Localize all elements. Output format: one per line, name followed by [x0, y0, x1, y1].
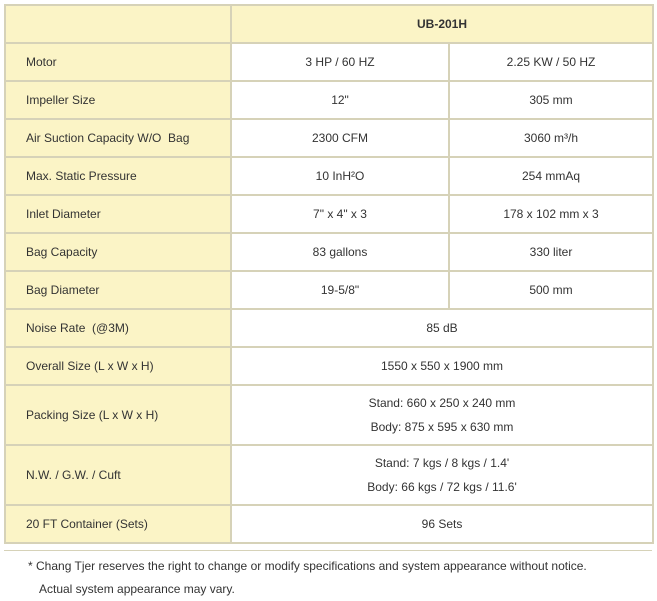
value-merged: 96 Sets [232, 506, 652, 542]
row-label: Packing Size (L x W x H) [6, 386, 230, 444]
value-metric: 330 liter [450, 234, 652, 270]
value-imperial: 12" [232, 82, 448, 118]
row-label: Bag Capacity [6, 234, 230, 270]
value-multiline [232, 446, 652, 504]
row-label: Motor [6, 44, 230, 80]
value-line: Stand: 7 kgs / 8 kgs / 1.4' [374, 456, 510, 470]
table-row [6, 310, 652, 346]
table-row [6, 234, 652, 270]
table-row [6, 82, 652, 118]
footnote [28, 555, 587, 601]
spec-table [4, 4, 654, 544]
table-header-row [6, 6, 652, 42]
model-header: UB-201H [232, 6, 652, 42]
table-row [6, 158, 652, 194]
row-label: Overall Size (L x W x H) [6, 348, 230, 384]
value-multiline [232, 386, 652, 444]
row-label: 20 FT Container (Sets) [6, 506, 230, 542]
value-imperial: 2300 CFM [232, 120, 448, 156]
footnote-line: Actual system appearance may vary. [39, 582, 235, 596]
row-label: Inlet Diameter [6, 196, 230, 232]
value-metric: 500 mm [450, 272, 652, 308]
table-row [6, 120, 652, 156]
value-metric: 305 mm [450, 82, 652, 118]
table-row [6, 506, 652, 542]
row-label: Air Suction Capacity W/O Bag [6, 120, 230, 156]
value-imperial: 83 gallons [232, 234, 448, 270]
table-row [6, 348, 652, 384]
table-row [6, 196, 652, 232]
value-imperial: 7" x 4" x 3 [232, 196, 448, 232]
table-row [6, 386, 652, 444]
value-metric: 2.25 KW / 50 HZ [450, 44, 652, 80]
value-line: Body: 66 kgs / 72 kgs / 11.6' [367, 480, 517, 494]
value-metric: 3060 m³/h [450, 120, 652, 156]
row-label: Bag Diameter [6, 272, 230, 308]
value-merged: 1550 x 550 x 1900 mm [232, 348, 652, 384]
table-row [6, 272, 652, 308]
footnote-divider [4, 550, 652, 551]
row-label: Impeller Size [6, 82, 230, 118]
footnote-line: * Chang Tjer reserves the right to change or modify specifications and system appearance without notice. [28, 559, 587, 573]
table-row [6, 446, 652, 504]
row-label: Noise Rate (@3M) [6, 310, 230, 346]
value-imperial: 10 InH²O [232, 158, 448, 194]
row-label: Max. Static Pressure [6, 158, 230, 194]
value-line: Body: 875 x 595 x 630 mm [370, 420, 514, 434]
value-metric: 178 x 102 mm x 3 [450, 196, 652, 232]
table-row [6, 44, 652, 80]
value-imperial: 3 HP / 60 HZ [232, 44, 448, 80]
header-corner-cell [6, 6, 230, 42]
value-merged: 85 dB [232, 310, 652, 346]
value-line: Stand: 660 x 250 x 240 mm [368, 396, 516, 410]
value-metric: 254 mmAq [450, 158, 652, 194]
row-label: N.W. / G.W. / Cuft [6, 446, 230, 504]
value-imperial: 19-5/8" [232, 272, 448, 308]
